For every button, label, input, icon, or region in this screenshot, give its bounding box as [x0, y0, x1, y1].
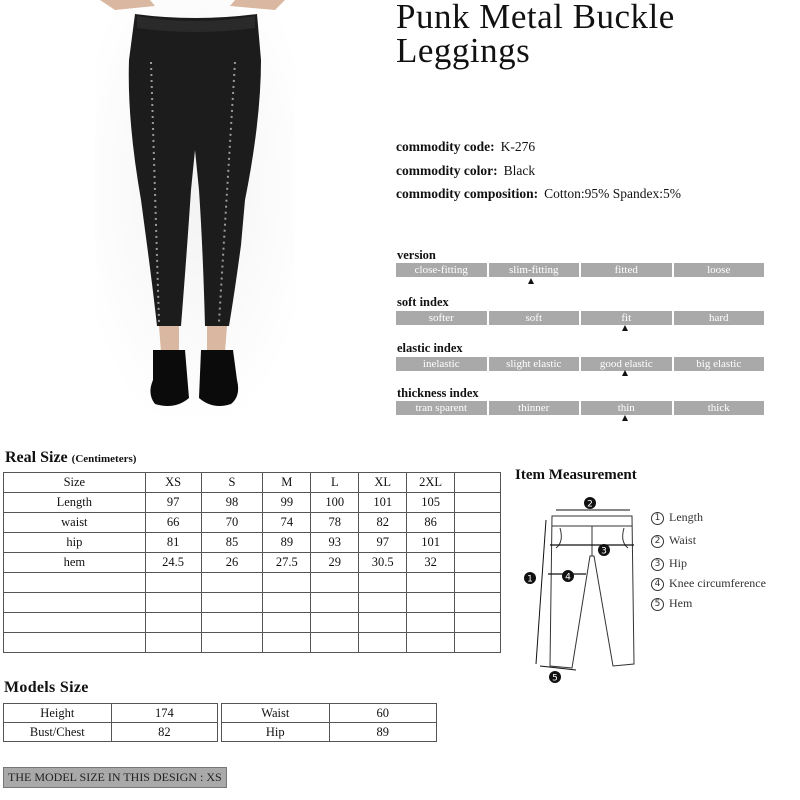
table-cell	[263, 633, 311, 653]
table-cell	[455, 593, 501, 613]
legend-label: Length	[669, 510, 703, 524]
table-cell	[407, 633, 455, 653]
table-cell: 27.5	[263, 553, 311, 573]
elastic-index-option: good elastic	[581, 357, 672, 371]
svg-text:5: 5	[552, 673, 558, 684]
table-cell: Height	[4, 704, 112, 723]
table-cell	[407, 573, 455, 593]
commodity-color-label: commodity color:	[396, 163, 498, 178]
svg-text:2: 2	[587, 499, 593, 510]
table-row	[4, 633, 501, 653]
table-cell: Size	[4, 473, 146, 493]
table-row	[4, 473, 501, 493]
version-option: slim-fitting	[489, 263, 580, 277]
table-row	[4, 553, 501, 573]
table-cell: 101	[359, 493, 407, 513]
table-cell	[201, 573, 263, 593]
legend-number: 5	[651, 598, 664, 611]
table-cell: waist	[4, 513, 146, 533]
table-cell: 93	[311, 533, 359, 553]
commodity-composition	[396, 186, 681, 202]
commodity-composition-value: Cotton:95% Spandex:5%	[544, 186, 681, 201]
table-cell: XS	[145, 473, 201, 493]
version-option: fitted	[581, 263, 672, 277]
version-label: version	[397, 248, 436, 262]
legend-label: Knee circumference	[669, 576, 766, 590]
models-size-title: Models Size	[4, 679, 89, 696]
table-cell	[4, 633, 146, 653]
thickness-index-label: thickness index	[397, 386, 479, 400]
table-cell	[407, 613, 455, 633]
soft-index-option: fit	[581, 311, 672, 325]
real-size-heading: Real Size	[5, 449, 68, 466]
thickness-index-option: thinner	[489, 401, 580, 415]
table-cell: 174	[111, 704, 217, 723]
table-cell: L	[311, 473, 359, 493]
real-size-title	[5, 449, 136, 467]
table-cell	[455, 493, 501, 513]
elastic-index-option: inelastic	[396, 357, 487, 371]
table-cell: 85	[201, 533, 263, 553]
table-cell	[311, 573, 359, 593]
table-row	[4, 573, 501, 593]
table-cell: 89	[263, 533, 311, 553]
models-table-left	[3, 703, 218, 742]
table-cell	[145, 633, 201, 653]
thickness-index-bar	[396, 401, 764, 415]
table-cell	[455, 513, 501, 533]
legend-hem	[651, 596, 692, 611]
real-size-unit: (Centimeters)	[71, 453, 137, 465]
table-row	[222, 723, 437, 742]
table-cell: 81	[145, 533, 201, 553]
table-cell: 24.5	[145, 553, 201, 573]
elastic-index-marker	[622, 370, 628, 376]
table-cell: hem	[4, 553, 146, 573]
table-row	[4, 493, 501, 513]
table-cell: 99	[263, 493, 311, 513]
item-measurement-title: Item Measurement	[515, 467, 637, 483]
table-cell: 26	[201, 553, 263, 573]
table-cell	[263, 573, 311, 593]
table-cell	[4, 613, 146, 633]
legend-knee	[651, 576, 766, 591]
thickness-index-marker	[622, 415, 628, 421]
table-row	[4, 593, 501, 613]
elastic-index-option: big elastic	[674, 357, 765, 371]
table-cell: Hip	[222, 723, 330, 742]
table-cell	[201, 593, 263, 613]
table-cell: Waist	[222, 704, 330, 723]
table-cell: S	[201, 473, 263, 493]
legend-number: 3	[651, 558, 664, 571]
table-cell	[311, 633, 359, 653]
table-cell: 101	[407, 533, 455, 553]
table-cell: 29	[311, 553, 359, 573]
table-cell: hip	[4, 533, 146, 553]
table-cell: 66	[145, 513, 201, 533]
table-cell	[359, 613, 407, 633]
table-cell	[311, 593, 359, 613]
version-option: close-fitting	[396, 263, 487, 277]
table-cell: 97	[359, 533, 407, 553]
table-cell	[359, 573, 407, 593]
table-cell: 105	[407, 493, 455, 513]
model-size-banner: THE MODEL SIZE IN THIS DESIGN : XS	[3, 767, 227, 788]
soft-index-option: hard	[674, 311, 765, 325]
table-cell: 70	[201, 513, 263, 533]
table-cell	[455, 573, 501, 593]
table-cell	[201, 613, 263, 633]
table-cell: XL	[359, 473, 407, 493]
table-cell: Length	[4, 493, 146, 513]
legend-number: 4	[651, 578, 664, 591]
commodity-code	[396, 139, 535, 155]
legend-waist	[651, 533, 696, 548]
table-cell: M	[263, 473, 311, 493]
soft-index-option: soft	[489, 311, 580, 325]
table-cell: 32	[407, 553, 455, 573]
table-cell: 82	[111, 723, 217, 742]
models-table-right	[221, 703, 437, 742]
table-cell: 86	[407, 513, 455, 533]
table-cell	[359, 633, 407, 653]
version-index-bar	[396, 263, 764, 277]
legend-length	[651, 510, 703, 525]
thickness-index-option: tran sparent	[396, 401, 487, 415]
svg-text:3: 3	[601, 546, 607, 557]
table-cell: 100	[311, 493, 359, 513]
table-cell: 60	[329, 704, 436, 723]
commodity-code-label: commodity code:	[396, 139, 495, 154]
legend-number: 1	[651, 512, 664, 525]
elastic-index-bar	[396, 357, 764, 371]
table-cell: 2XL	[407, 473, 455, 493]
legend-number: 2	[651, 535, 664, 548]
table-cell	[455, 473, 501, 493]
soft-index-label: soft index	[397, 295, 449, 309]
table-cell	[455, 613, 501, 633]
pants-measurement-diagram	[520, 492, 650, 688]
table-row	[4, 513, 501, 533]
commodity-code-value: K-276	[500, 139, 536, 154]
table-row	[222, 704, 437, 723]
table-cell	[145, 613, 201, 633]
version-marker	[528, 278, 534, 284]
commodity-color	[396, 163, 535, 179]
table-cell: 98	[201, 493, 263, 513]
commodity-color-value: Black	[503, 163, 536, 178]
table-cell	[145, 573, 201, 593]
table-row	[4, 704, 218, 723]
table-cell	[359, 593, 407, 613]
table-cell: 89	[329, 723, 436, 742]
product-title: Punk Metal Buckle Leggings	[396, 0, 675, 70]
table-row	[4, 533, 501, 553]
table-cell	[455, 533, 501, 553]
table-cell: 97	[145, 493, 201, 513]
table-cell	[145, 593, 201, 613]
table-cell: 82	[359, 513, 407, 533]
table-cell	[311, 613, 359, 633]
version-option: loose	[674, 263, 765, 277]
table-row	[4, 613, 501, 633]
table-cell: 74	[263, 513, 311, 533]
size-table	[3, 472, 501, 653]
legend-label: Hip	[669, 556, 687, 570]
soft-index-option: softer	[396, 311, 487, 325]
commodity-composition-label: commodity composition:	[396, 186, 539, 201]
table-cell	[263, 593, 311, 613]
table-cell	[4, 593, 146, 613]
legend-label: Waist	[669, 533, 697, 547]
table-cell	[407, 593, 455, 613]
soft-index-bar	[396, 311, 764, 325]
table-cell: Bust/Chest	[4, 723, 112, 742]
svg-text:1: 1	[527, 574, 533, 585]
table-cell	[4, 573, 146, 593]
table-cell	[263, 613, 311, 633]
svg-text:4: 4	[565, 572, 571, 583]
table-row	[4, 723, 218, 742]
legend-hip	[651, 556, 687, 571]
table-cell	[455, 553, 501, 573]
table-cell	[201, 633, 263, 653]
table-cell: 30.5	[359, 553, 407, 573]
soft-index-marker	[622, 325, 628, 331]
product-photo	[95, 0, 295, 415]
table-cell	[455, 633, 501, 653]
thickness-index-option: thin	[581, 401, 672, 415]
elastic-index-label: elastic index	[397, 341, 463, 355]
elastic-index-option: slight elastic	[489, 357, 580, 371]
table-cell: 78	[311, 513, 359, 533]
thickness-index-option: thick	[674, 401, 765, 415]
legend-label: Hem	[669, 596, 693, 610]
